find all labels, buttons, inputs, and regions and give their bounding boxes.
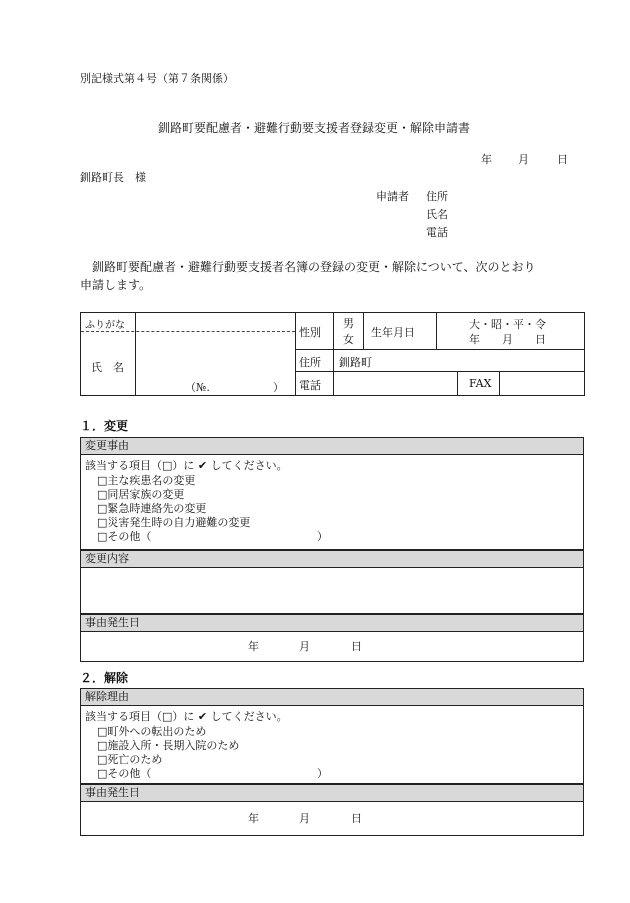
intro-line-1: 釧路町要配慮者・避難行動要支援者名簿の登録の変更・解除について、次のとおり	[92, 260, 536, 274]
furigana-label: ふりがな	[85, 320, 125, 331]
cancel-other-close: ）	[317, 767, 328, 780]
date-day-label: 日	[557, 153, 568, 166]
furigana-field[interactable]	[137, 314, 293, 331]
cancel-date-header: 事由発生日	[80, 784, 584, 802]
form-number: 別記様式第４号（第７条関係）	[80, 72, 234, 85]
name-field[interactable]	[137, 333, 293, 373]
change-item-emergency-contact[interactable]: □緊急時連絡先の変更	[97, 502, 207, 515]
applicant-tel-label: 電話	[426, 226, 448, 239]
change-content-field[interactable]	[80, 568, 584, 614]
change-reason-body	[80, 455, 584, 550]
cancel-date-month: 月	[299, 812, 310, 825]
applicant-address-label: 住所	[426, 190, 448, 203]
applicant-label: 申請者	[376, 190, 409, 203]
cancel-date-year: 年	[248, 812, 259, 825]
change-item-household[interactable]: □同居家族の変更	[97, 488, 185, 501]
applicant-name-label: 氏名	[426, 208, 448, 221]
fax-field[interactable]	[501, 373, 583, 393]
fax-label: FAX	[469, 377, 492, 390]
name-label: 氏 名	[91, 361, 124, 374]
birth-date-label: 生年月日	[371, 326, 415, 339]
sex-male[interactable]: 男	[343, 317, 354, 330]
applicant-table	[80, 312, 585, 396]
change-date-field[interactable]	[80, 632, 584, 662]
cancel-item-facility[interactable]: □施設入所・長期入院のため	[97, 739, 240, 752]
cancel-reason-body	[80, 706, 584, 784]
sex-female[interactable]: 女	[343, 333, 354, 346]
change-item-other[interactable]: □その他（	[97, 530, 152, 543]
intro-line-2: 申請します。	[80, 278, 152, 292]
change-date-month: 月	[299, 640, 310, 653]
page-title: 釧路町要配慮者・避難行動要支援者登録変更・解除申請書	[158, 121, 471, 135]
tel-field[interactable]	[337, 373, 455, 393]
change-reason-header: 変更事由	[80, 437, 584, 455]
cancel-item-other[interactable]: □その他（	[97, 767, 152, 780]
change-item-self-evacuation[interactable]: □災害発生時の自力避難の変更	[97, 516, 251, 529]
era-options[interactable]: 大・昭・平・令	[469, 318, 546, 331]
change-heading: １．変更	[80, 419, 129, 433]
tel-label: 電話	[299, 379, 321, 392]
change-instruction: 該当する項目（□）に ✔ してください。	[85, 459, 288, 472]
number-close: ）	[273, 381, 284, 394]
sex-label: 性別	[299, 326, 321, 339]
birth-date-ymd: 年 月 日	[469, 333, 546, 346]
address-value: 釧路町	[339, 356, 372, 369]
number-open: （№.	[185, 381, 210, 394]
addressee: 釧路町長 様	[80, 171, 146, 184]
date-year-label: 年	[481, 153, 492, 166]
change-date-day: 日	[351, 640, 362, 653]
change-date-year: 年	[248, 640, 259, 653]
date-month-label: 月	[518, 153, 529, 166]
change-date-header: 事由発生日	[80, 614, 584, 632]
cancel-date-day: 日	[351, 812, 362, 825]
cancel-item-deceased[interactable]: □死亡のため	[97, 753, 163, 766]
change-content-header: 変更内容	[80, 550, 584, 568]
change-item-disease[interactable]: □主な疾患名の変更	[97, 474, 196, 487]
cancel-heading: ２．解除	[80, 671, 129, 685]
cancel-reason-header: 解除理由	[80, 688, 584, 706]
change-other-close: ）	[317, 530, 328, 543]
address-label: 住所	[299, 356, 321, 369]
cancel-instruction: 該当する項目（□）に ✔ してください。	[85, 710, 288, 723]
cancel-item-moved-out[interactable]: □町外への転出のため	[97, 725, 207, 738]
cancel-date-field[interactable]	[80, 802, 584, 836]
